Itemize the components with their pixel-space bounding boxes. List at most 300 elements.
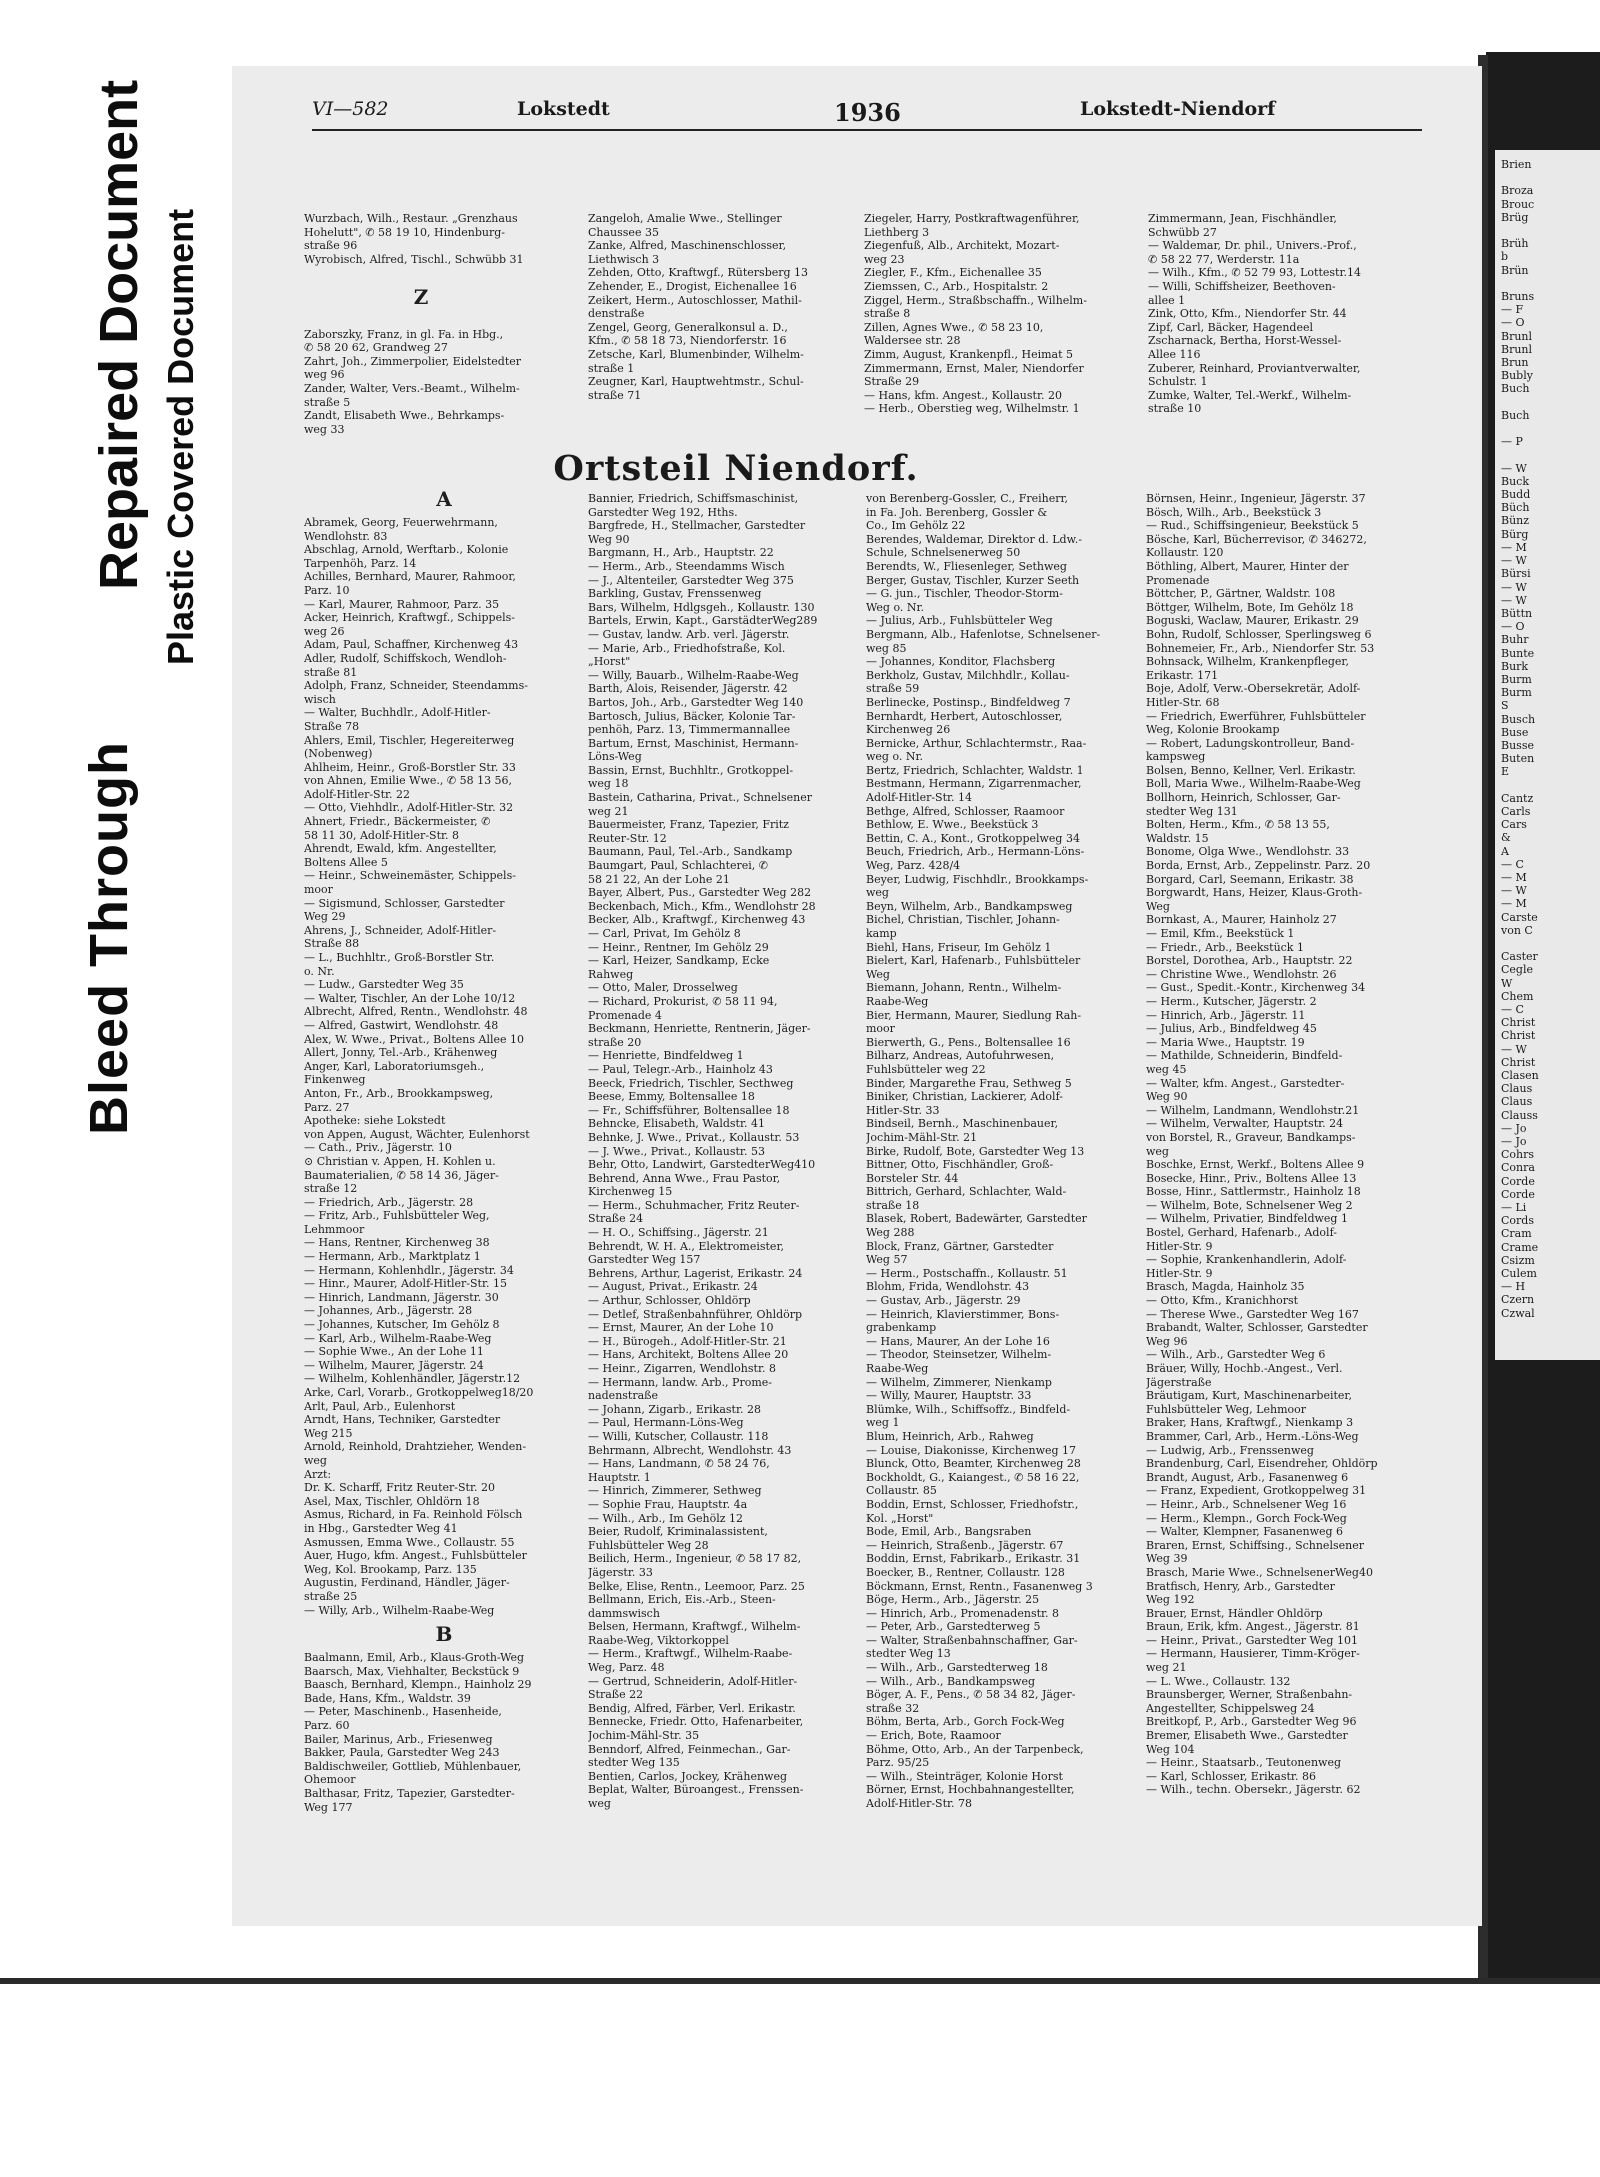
neighbour-fragment: Bunte	[1501, 646, 1535, 660]
directory-entry: Zandt, Elisabeth Wwe., Behrkamps-	[304, 409, 505, 423]
directory-entry: Brammer, Carl, Arb., Herm.-Löns-Weg	[1146, 1429, 1359, 1443]
directory-entry: Bichel, Christian, Tischler, Johann-	[866, 913, 1060, 927]
directory-entry: — G. jun., Tischler, Theodor-Storm-	[866, 587, 1063, 601]
directory-entry: kampsweg	[1146, 750, 1206, 764]
neighbour-fragment: von C	[1501, 923, 1533, 937]
directory-entry: — Paul, Hermann-Löns-Weg	[588, 1416, 744, 1430]
directory-entry: Birke, Rudolf, Bote, Garstedter Weg 13	[866, 1144, 1085, 1158]
bleed-through-stamp: Bleed Through	[79, 741, 139, 1135]
neighbour-fragment: Cords	[1501, 1214, 1534, 1228]
neighbour-fragment: — F	[1501, 303, 1524, 317]
directory-entry: Weg 39	[1146, 1552, 1188, 1566]
directory-entry: Weg 90	[588, 532, 630, 546]
directory-entry: Zaborszky, Franz, in gl. Fa. in Hbg.,	[304, 327, 504, 341]
neighbour-fragment: Corde	[1501, 1187, 1535, 1201]
neighbour-fragment: — M	[1501, 870, 1527, 884]
neighbour-fragment: Busch	[1501, 712, 1536, 726]
directory-entry: Weg 192	[1146, 1593, 1195, 1607]
directory-entry: Becker, Alb., Kraftwgf., Kirchenweg 43	[588, 913, 806, 927]
directory-entry: — Richard, Prokurist, ✆ 58 11 94,	[588, 994, 778, 1008]
directory-entry: Ziegeler, Harry, Postkraftwagenführer,	[864, 212, 1080, 225]
directory-entry: — August, Privat., Erikastr. 24	[588, 1280, 758, 1294]
directory-entry: — Henriette, Bindfeldweg 1	[588, 1049, 744, 1063]
directory-entry: Promenade 4	[588, 1008, 662, 1022]
directory-entry: straße 81	[304, 665, 358, 679]
neighbour-fragment: Bruns	[1501, 290, 1535, 304]
neighbour-fragment: — W	[1501, 580, 1527, 594]
directory-entry: Zehender, E., Drogist, Eichenallee 16	[588, 279, 797, 293]
directory-entry: Adolph, Franz, Schneider, Steendamms-	[304, 679, 528, 693]
directory-entry: Biehl, Hans, Friseur, Im Gehölz 1	[866, 940, 1052, 954]
directory-entry: ✆ 58 20 62, Grandweg 27	[304, 341, 448, 355]
directory-entry: Barth, Alois, Reisender, Jägerstr. 42	[588, 682, 788, 696]
directory-entry: wisch	[304, 692, 336, 706]
directory-entry: — Gertrud, Schneiderin, Adolf-Hitler-	[588, 1674, 798, 1688]
directory-entry: Baumgart, Paul, Schlachterei, ✆	[588, 859, 769, 873]
directory-entry: Ahlheim, Heinr., Groß-Borstler Str. 33	[304, 760, 516, 774]
directory-entry: Angestellter, Schippelsweg 24	[1146, 1701, 1315, 1715]
neighbour-fragment: Brüh	[1501, 237, 1529, 251]
directory-entry: Weg, Kol. Brookamp, Parz. 135	[304, 1562, 477, 1576]
directory-entry: — Walter, Klempner, Fasanenweg 6	[1146, 1525, 1344, 1539]
directory-entry: Bernicke, Arthur, Schlachtermstr., Raa-	[866, 736, 1087, 750]
neighbour-fragment: Brunl	[1501, 329, 1533, 343]
neighbour-fragment: — W	[1501, 461, 1527, 475]
main-column-4	[1146, 492, 1430, 1797]
directory-entry: Baasch, Bernhard, Klempn., Hainholz 29	[304, 1678, 532, 1692]
directory-entry: — Sophie Wwe., An der Lohe 11	[304, 1345, 484, 1359]
directory-entry: Blohm, Frida, Wendlohstr. 43	[866, 1280, 1030, 1294]
directory-entry: Arndt, Hans, Techniker, Garstedter	[304, 1413, 501, 1427]
directory-entry: Finkenweg	[304, 1073, 366, 1087]
directory-entry: — Marie, Arb., Friedhofstraße, Kol.	[588, 641, 786, 655]
directory-entry: — Alfred, Gastwirt, Wendlohstr. 48	[304, 1018, 499, 1032]
directory-entry: Weg 215	[304, 1426, 353, 1440]
directory-entry: allee 1	[1148, 293, 1186, 307]
directory-entry: Binder, Margarethe Frau, Sethweg 5	[866, 1076, 1072, 1090]
directory-entry: — Franz, Expedient, Grotkoppelweg 31	[1146, 1484, 1367, 1498]
directory-entry: weg	[1146, 1144, 1169, 1158]
directory-entry: — Wilh., Kfm., ✆ 52 79 93, Lottestr.14	[1148, 266, 1362, 280]
directory-entry: — Herm., Kraftwgf., Wilhelm-Raabe-	[588, 1647, 793, 1661]
directory-entry: Reuter-Str. 12	[588, 831, 667, 845]
section-letter: A	[436, 487, 452, 511]
directory-entry: — J. Wwe., Privat., Kollaustr. 53	[588, 1144, 765, 1158]
directory-entry: Bartum, Ernst, Maschinist, Hermann-	[588, 736, 799, 750]
neighbour-fragment: — Jo	[1501, 1135, 1527, 1149]
top-column-1	[304, 212, 538, 436]
directory-entry: Börnsen, Heinr., Ingenieur, Jägerstr. 37	[1146, 492, 1366, 505]
directory-entry: Chaussee 35	[588, 225, 659, 239]
main-column-2	[588, 492, 864, 1811]
neighbour-fragment: Buch	[1501, 408, 1530, 422]
directory-entry: — Fr., Schiffsführer, Boltensallee 18	[588, 1103, 790, 1117]
directory-entry: Fuhlsbütteler Weg, Lehmoor	[1146, 1402, 1307, 1416]
directory-entry: — Friedrich, Ewerführer, Fuhlsbütteler	[1146, 709, 1366, 723]
directory-entry: Bostel, Gerhard, Hafenarb., Adolf-	[1146, 1226, 1337, 1240]
directory-entry: — Maria Wwe., Hauptstr. 19	[1146, 1035, 1305, 1049]
directory-entry: Bakker, Paula, Garstedter Weg 243	[304, 1746, 500, 1760]
directory-entry: Ziggel, Herm., Straßbschaffn., Wilhelm-	[864, 293, 1087, 307]
directory-entry: — Hinrich, Arb., Promenadenstr. 8	[866, 1606, 1060, 1620]
directory-entry: — Gust., Spedit.-Kontr., Kirchenweg 34	[1146, 981, 1366, 995]
directory-entry: Raabe-Weg, Viktorkoppel	[588, 1633, 729, 1647]
directory-entry: — Mathilde, Schneiderin, Bindfeld-	[1146, 1049, 1343, 1063]
directory-entry: Bethlow, E. Wwe., Beekstück 3	[866, 818, 1039, 832]
directory-entry: Bastein, Catharina, Privat., Schnelsener	[588, 791, 813, 805]
directory-entry: Weg 96	[1146, 1334, 1188, 1348]
directory-entry: Bartos, Joh., Arb., Garstedter Weg 140	[588, 695, 804, 709]
directory-entry: Braun, Erik, kfm. Angest., Jägerstr. 81	[1146, 1620, 1360, 1634]
directory-entry: — Therese Wwe., Garstedter Weg 167	[1146, 1307, 1359, 1321]
directory-entry: Parz. 10	[304, 583, 350, 597]
directory-entry: weg 96	[304, 368, 345, 382]
directory-entry: weg	[588, 1797, 611, 1810]
neighbour-fragment: Büch	[1501, 501, 1530, 515]
directory-entry: — Waldemar, Dr. phil., Univers.-Prof.,	[1148, 239, 1357, 253]
directory-entry: Weg 29	[304, 910, 346, 924]
neighbour-fragment: Buse	[1501, 725, 1529, 739]
directory-entry: Rahweg	[588, 967, 634, 981]
directory-entry: nadenstraße	[588, 1389, 659, 1403]
directory-entry: Jochim-Mähl-Str. 35	[588, 1729, 700, 1743]
directory-entry: Börner, Ernst, Hochbahnangestellter,	[866, 1783, 1075, 1797]
directory-entry: — Walter, Straßenbahnschaffner, Gar-	[866, 1633, 1078, 1647]
directory-entry: Berendes, Waldemar, Direktor d. Ldw.-	[866, 532, 1082, 546]
directory-entry: Bräuer, Willy, Hochb.-Angest., Verl.	[1146, 1362, 1343, 1375]
directory-entry: Biniker, Christian, Lackierer, Adolf-	[866, 1090, 1063, 1104]
neighbour-fragment: Burk	[1501, 659, 1529, 673]
directory-entry: Bargfrede, H., Stellmacher, Garstedter	[588, 519, 806, 533]
directory-entry: Bargmann, H., Arb., Hauptstr. 22	[588, 546, 774, 560]
directory-entry: Weg, Parz. 428/4	[866, 859, 961, 873]
directory-entry: — Emil, Kfm., Beekstück 1	[1146, 927, 1295, 940]
directory-entry: Hitler-Str. 9	[1146, 1266, 1213, 1280]
directory-entry: (Nobenweg)	[304, 747, 373, 761]
directory-entry: Ahnert, Friedr., Bäckermeister, ✆	[304, 815, 491, 829]
directory-entry: — Hermann, Arb., Marktplatz 1	[304, 1250, 481, 1264]
directory-entry: Bannier, Friedrich, Schiffsmaschinist,	[588, 492, 799, 505]
directory-entry: Asmussen, Emma Wwe., Collaustr. 55	[304, 1535, 515, 1549]
directory-entry: — Walter, kfm. Angest., Garstedter-	[1146, 1076, 1345, 1090]
directory-entry: Straße 24	[588, 1212, 644, 1226]
neighbour-fragment: Christ	[1501, 1016, 1536, 1030]
directory-entry: Bohn, Rudolf, Schlosser, Sperlingsweg 6	[1146, 627, 1372, 641]
neighbour-page-strip	[1495, 150, 1600, 1360]
directory-entry: — Wilh., Arb., Bandkampsweg	[866, 1674, 1036, 1688]
directory-entry: Kollaustr. 120	[1146, 546, 1224, 560]
directory-entry: Hitler-Str. 33	[866, 1103, 940, 1117]
directory-entry: Berger, Gustav, Tischler, Kurzer Seeth	[866, 573, 1080, 587]
neighbour-fragment: — M	[1501, 897, 1527, 911]
directory-entry: weg 18	[588, 777, 629, 791]
directory-entry: — Wilhelm, Landmann, Wendlohstr.21	[1146, 1103, 1360, 1117]
directory-entry: dammswisch	[588, 1606, 660, 1620]
neighbour-fragment: — W	[1501, 554, 1527, 568]
neighbour-fragment	[1501, 224, 1600, 237]
neighbour-fragment: Cegle	[1501, 963, 1533, 977]
directory-entry: Zimm, August, Krankenpfl., Heimat 5	[864, 347, 1073, 361]
directory-entry: Bestmann, Hermann, Zigarrenmacher,	[866, 777, 1082, 791]
directory-entry: Anger, Karl, Laboratoriumsgeh.,	[304, 1059, 485, 1073]
directory-entry: Straße 22	[588, 1688, 644, 1702]
directory-entry: Tarpenhöh, Parz. 14	[304, 556, 417, 570]
directory-entry: Bohnemeier, Fr., Arb., Niendorfer Str. 53	[1146, 641, 1375, 655]
neighbour-fragment	[1501, 171, 1600, 184]
directory-entry: Beuch, Friedrich, Arb., Hermann-Löns-	[866, 845, 1085, 859]
directory-entry: — Carl, Privat, Im Gehölz 8	[588, 927, 741, 940]
directory-entry: Albrecht, Alfred, Rentn., Wendlohstr. 48	[304, 1005, 528, 1019]
neighbour-fragment: Csizm	[1501, 1253, 1535, 1267]
directory-entry: — Karl, Arb., Wilhelm-Raabe-Weg	[304, 1331, 492, 1345]
directory-entry: Bösche, Karl, Bücherrevisor, ✆ 346272,	[1146, 532, 1367, 546]
directory-entry: Borgwardt, Hans, Heizer, Klaus-Groth-	[1146, 886, 1363, 900]
directory-entry: Promenade	[1146, 573, 1210, 587]
neighbour-fragment: Bubly	[1501, 369, 1533, 383]
directory-entry: Borda, Ernst, Arb., Zeppelinstr. Parz. 20	[1146, 859, 1371, 873]
directory-entry: Lehmmoor	[304, 1222, 365, 1236]
directory-entry: — Herm., Kutscher, Jägerstr. 2	[1146, 994, 1317, 1008]
directory-entry: Parz. 27	[304, 1100, 350, 1114]
directory-entry: — Ludw., Garstedter Weg 35	[304, 978, 464, 992]
neighbour-fragment: Bürsi	[1501, 567, 1531, 581]
directory-entry: — Heinr., Rentner, Im Gehölz 29	[588, 940, 769, 954]
neighbour-fragment: Caster	[1501, 950, 1538, 964]
directory-entry: Borgard, Carl, Seemann, Erikastr. 38	[1146, 872, 1354, 886]
neighbour-fragment: &	[1501, 831, 1511, 845]
neighbour-fragment: Brien	[1501, 158, 1532, 171]
directory-entry: Blum, Heinrich, Arb., Rahweg	[866, 1429, 1034, 1443]
directory-entry: Bier, Hermann, Maurer, Siedlung Rah-	[866, 1008, 1082, 1022]
directory-entry: Straße 29	[864, 375, 920, 389]
directory-entry: — Robert, Ladungskontrolleur, Band-	[1146, 736, 1355, 750]
directory-entry: Beyer, Ludwig, Fischhdlr., Brookkamps-	[866, 872, 1089, 886]
neighbour-fragment	[1501, 422, 1600, 435]
directory-entry: Erikastr. 171	[1146, 668, 1219, 682]
directory-entry: weg 21	[1146, 1661, 1187, 1675]
directory-entry: — Gustav, landw. Arb. verl. Jägerstr.	[588, 627, 790, 641]
directory-entry: Zillen, Agnes Wwe., ✆ 58 23 10,	[864, 320, 1044, 334]
directory-entry: Breitkopf, P., Arb., Garstedter Weg 96	[1146, 1715, 1357, 1729]
directory-entry: moor	[866, 1022, 895, 1036]
directory-entry: Bars, Wilhelm, Hdlgsgeh., Kollaustr. 130	[588, 600, 815, 614]
directory-entry: Kol. „Horst"	[866, 1511, 934, 1525]
directory-entry: Bettin, C. A., Kont., Grotkoppelweg 34	[866, 831, 1080, 845]
directory-entry: Beckmann, Henriette, Rentnerin, Jäger-	[588, 1022, 811, 1036]
neighbour-fragment: Brouc	[1501, 197, 1535, 211]
directory-entry: Wendlohstr. 83	[304, 529, 388, 543]
directory-entry: Auer, Hugo, kfm. Angest., Fuhlsbütteler	[304, 1549, 527, 1563]
directory-entry: straße 20	[588, 1035, 642, 1049]
neighbour-fragment: — C	[1501, 857, 1524, 871]
directory-entry: — H. O., Schiffsing., Jägerstr. 21	[588, 1226, 769, 1240]
directory-entry: — Heinrich, Klavierstimmer, Bons-	[866, 1307, 1060, 1321]
directory-entry: Boltens Allee 5	[304, 855, 388, 869]
directory-entry: Barkling, Gustav, Frenssenweg	[588, 587, 762, 601]
directory-entry: Alex, W. Wwe., Privat., Boltens Allee 10	[304, 1032, 524, 1046]
directory-entry: Wurzbach, Wilh., Restaur. „Grenzhaus	[304, 212, 518, 225]
directory-entry: Adolf-Hitler-Str. 78	[866, 1797, 973, 1810]
directory-entry: Bendig, Alfred, Färber, Verl. Erikastr.	[588, 1701, 796, 1715]
directory-entry: Liethwisch 3	[588, 252, 660, 266]
directory-entry: in Fa. Joh. Berenberg, Gossler &	[866, 505, 1048, 519]
directory-entry: Beeck, Friedrich, Tischler, Secthweg	[588, 1076, 794, 1090]
neighbour-fragment: Czern	[1501, 1293, 1535, 1307]
directory-entry: — Otto, Kfm., Kranichhorst	[1146, 1294, 1299, 1308]
directory-entry: — Fritz, Arb., Fuhlsbütteler Weg,	[304, 1209, 490, 1223]
neighbour-fragment: — Li	[1501, 1201, 1527, 1215]
neighbour-fragment: Buhr	[1501, 633, 1529, 647]
directory-entry: Acker, Heinrich, Kraftwgf., Schippels-	[304, 611, 515, 625]
neighbour-fragment: W	[1501, 976, 1513, 990]
directory-entry: stedter Weg 131	[1146, 804, 1238, 818]
directory-entry: Brauer, Ernst, Händler Ohldörp	[1146, 1606, 1323, 1620]
directory-entry: Zetsche, Karl, Blumenbinder, Wilhelm-	[588, 347, 804, 361]
directory-entry: — Christine Wwe., Wendlohstr. 26	[1146, 967, 1337, 981]
directory-entry: Bräutigam, Kurt, Maschinenarbeiter,	[1146, 1389, 1352, 1403]
directory-entry: Ahrendt, Ewald, kfm. Angestellter,	[304, 842, 497, 856]
directory-entry: Bremer, Elisabeth Wwe., Garstedter	[1146, 1729, 1348, 1743]
directory-entry: Zscharnack, Bertha, Horst-Wessel-	[1148, 334, 1342, 348]
directory-entry: — Willi, Schiffsheizer, Beethoven-	[1148, 279, 1336, 293]
neighbour-fragment: Carls	[1501, 804, 1531, 818]
directory-entry: Blümke, Wilh., Schiffsoffz., Bindfeld-	[866, 1402, 1071, 1416]
neighbour-fragment: E	[1501, 765, 1510, 779]
directory-entry: weg o. Nr.	[866, 750, 924, 764]
directory-entry: stedter Weg 135	[588, 1756, 680, 1770]
directory-entry: Behncke, Elisabeth, Waldstr. 41	[588, 1117, 765, 1131]
neighbour-fragment: — P	[1501, 435, 1523, 449]
directory-entry: Allee 116	[1148, 347, 1201, 361]
directory-entry: — Hermann, Kohlenhdlr., Jägerstr. 34	[304, 1263, 514, 1277]
directory-entry: — Heinr., Schweinemäster, Schippels-	[304, 869, 516, 883]
directory-entry: — Willy, Arb., Wilhelm-Raabe-Weg	[304, 1603, 495, 1617]
directory-entry: Bratfisch, Henry, Arb., Garstedter	[1146, 1579, 1335, 1593]
directory-entry: Zumke, Walter, Tel.-Werkf., Wilhelm-	[1148, 388, 1352, 402]
directory-entry: Brabandt, Walter, Schlosser, Garstedter	[1146, 1321, 1368, 1335]
directory-entry: Bosecke, Hinr., Priv., Boltens Allee 13	[1146, 1171, 1357, 1185]
directory-entry: von Borstel, R., Graveur, Bandkamps-	[1146, 1130, 1356, 1144]
directory-entry: — Wilh., techn. Obersekr., Jägerstr. 62	[1146, 1783, 1361, 1797]
directory-entry: straße 59	[866, 682, 920, 696]
directory-entry: Fuhlsbütteler Weg 28	[588, 1538, 709, 1552]
directory-entry: Hitler-Str. 68	[1146, 695, 1220, 709]
directory-entry: Straße 78	[304, 719, 360, 733]
directory-entry: — Otto, Viehhdlr., Adolf-Hitler-Str. 32	[304, 801, 514, 815]
directory-entry: weg 26	[304, 624, 345, 638]
neighbour-fragment: Buck	[1501, 474, 1529, 488]
directory-entry: — Theodor, Steinsetzer, Wilhelm-	[866, 1348, 1052, 1362]
directory-entry	[304, 266, 538, 280]
directory-entry: — Wilhelm, Bote, Schnelsener Weg 2	[1146, 1198, 1353, 1212]
directory-entry: Boll, Maria Wwe., Wilhelm-Raabe-Weg	[1146, 777, 1361, 791]
directory-entry: straße 25	[304, 1589, 358, 1603]
directory-entry: — Detlef, Straßenbahnführer, Ohldörp	[588, 1307, 803, 1321]
directory-entry: Behrmann, Albrecht, Wendlohstr. 43	[588, 1443, 792, 1457]
directory-entry: Bolsen, Benno, Kellner, Verl. Erikastr.	[1146, 763, 1356, 777]
directory-entry: von Appen, August, Wächter, Eulenhorst	[304, 1127, 530, 1141]
neighbour-fragment: — W	[1501, 884, 1527, 898]
scan-bottom-edge	[0, 1978, 1600, 1984]
directory-entry: Boecker, B., Rentner, Collaustr. 128	[866, 1565, 1065, 1579]
directory-entry: — Sophie, Krankenhandlerin, Adolf-	[1146, 1253, 1347, 1267]
directory-entry: Ahlers, Emil, Tischler, Hegereiterweg	[304, 733, 515, 747]
directory-entry: — Walter, Buchhdlr., Adolf-Hitler-	[304, 706, 491, 720]
directory-entry: — Heinrich, Straßenb., Jägerstr. 67	[866, 1538, 1064, 1552]
directory-entry: Ahrens, J., Schneider, Adolf-Hitler-	[304, 923, 497, 937]
directory-entry: Beier, Rudolf, Kriminalassistent,	[588, 1525, 768, 1539]
directory-entry: Bauermeister, Franz, Tapezier, Fritz	[588, 818, 789, 832]
directory-entry: Bartels, Erwin, Kapt., GarstädterWeg289	[588, 614, 818, 628]
directory-entry: weg 21	[588, 804, 629, 818]
directory-entry: — Johannes, Kutscher, Im Gehölz 8	[304, 1318, 500, 1332]
directory-entry: Baalmann, Emil, Arb., Klaus-Groth-Weg	[304, 1651, 525, 1665]
page-number: VI—582	[312, 98, 389, 120]
directory-entry: Böttcher, P., Gärtner, Waldstr. 108	[1146, 587, 1336, 601]
directory-entry: Raabe-Weg	[866, 1362, 929, 1375]
directory-entry: Brandt, August, Arb., Fasanenweg 6	[1146, 1470, 1349, 1484]
directory-entry: Bolten, Herm., Kfm., ✆ 58 13 55,	[1146, 818, 1330, 832]
directory-entry: straße 8	[864, 307, 911, 321]
directory-entry: Allert, Jonny, Tel.-Arb., Krähenweg	[304, 1046, 498, 1060]
directory-entry: Bartosch, Julius, Bäcker, Kolonie Tar-	[588, 709, 796, 723]
page-header	[312, 98, 1412, 128]
neighbour-fragment: Burm	[1501, 672, 1532, 686]
directory-entry: — Wilh., Arb., Im Gehölz 12	[588, 1511, 744, 1525]
header-left: Lokstedt	[517, 98, 610, 120]
directory-entry: — Hans, Architekt, Boltens Allee 20	[588, 1348, 789, 1362]
directory-entry: — Willy, Maurer, Hauptstr. 33	[866, 1389, 1032, 1403]
directory-entry: — H., Bürogeh., Adolf-Hitler-Str. 21	[588, 1334, 787, 1348]
directory-entry: — Herb., Oberstieg weg, Wilhelmstr. 1	[864, 402, 1080, 416]
neighbour-fragment: b	[1501, 250, 1509, 264]
neighbour-fragment: S	[1501, 699, 1509, 713]
directory-entry: Behr, Otto, Landwirt, GarstedterWeg410	[588, 1158, 816, 1172]
directory-entry: Bellmann, Erich, Eis.-Arb., Steen-	[588, 1593, 776, 1607]
directory-entry: — Herm., Postschaffn., Kollaustr. 51	[866, 1266, 1068, 1280]
directory-entry: — Wilh., Steinträger, Kolonie Horst	[866, 1769, 1063, 1783]
neighbour-fragment: — O	[1501, 316, 1525, 330]
directory-entry: — Karl, Schlosser, Erikastr. 86	[1146, 1769, 1316, 1783]
directory-entry: denstraße	[588, 307, 645, 321]
neighbour-fragment: Brüg	[1501, 210, 1529, 224]
directory-entry: Bielert, Karl, Hafenarb., Fuhlsbütteler	[866, 954, 1081, 968]
directory-entry: Zanke, Alfred, Maschinenschlosser,	[588, 239, 787, 253]
directory-entry: Belke, Elise, Rentn., Leemoor, Parz. 25	[588, 1579, 805, 1593]
directory-entry: Beilich, Herm., Ingenieur, ✆ 58 17 82,	[588, 1552, 802, 1566]
neighbour-fragment: Bürg	[1501, 527, 1529, 541]
directory-entry: Boguski, Waclaw, Maurer, Erikastr. 29	[1146, 614, 1359, 628]
directory-entry: — Rud., Schiffsingenieur, Beekstück 5	[1146, 519, 1359, 533]
directory-entry: Kirchenweg 26	[866, 723, 951, 737]
header-year: 1936	[834, 98, 901, 127]
directory-entry: von Ahnen, Emilie Wwe., ✆ 58 13 56,	[304, 774, 513, 788]
directory-entry: — Willy, Bauarb., Wilhelm-Raabe-Weg	[588, 668, 799, 682]
directory-entry: Weg	[866, 967, 890, 981]
directory-entry: Boje, Adolf, Verw.-Obersekretär, Adolf-	[1146, 682, 1361, 696]
directory-entry: Zengel, Georg, Generalkonsul a. D.,	[588, 320, 788, 334]
neighbour-fragment: Brun	[1501, 356, 1529, 370]
directory-entry: Weg 90	[1146, 1090, 1188, 1104]
neighbour-fragment	[1501, 779, 1600, 792]
directory-entry: Bernhardt, Herbert, Autoschlosser,	[866, 709, 1063, 723]
directory-entry: Böthling, Albert, Maurer, Hinter der	[1146, 559, 1349, 573]
directory-entry: Bode, Emil, Arb., Bangsraben	[866, 1525, 1032, 1539]
directory-entry: straße 71	[588, 388, 642, 402]
directory-entry: — Louise, Diakonisse, Kirchenweg 17	[866, 1443, 1077, 1457]
directory-entry: straße 12	[304, 1182, 358, 1196]
directory-entry: Bohnsack, Wilhelm, Krankenpfleger,	[1146, 655, 1349, 669]
